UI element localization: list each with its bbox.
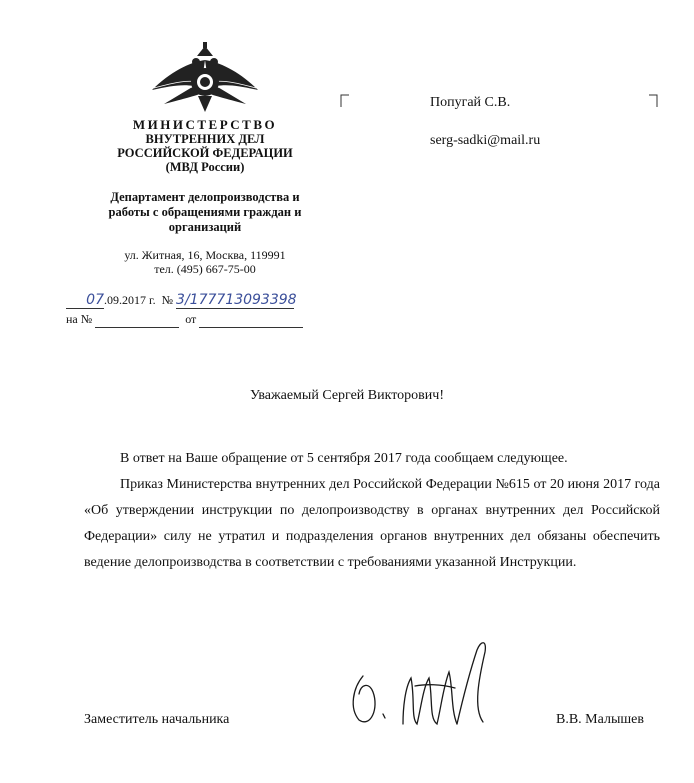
department-line-2: работы с обращениями граждан и bbox=[108, 205, 302, 219]
department-line-1: Департамент делопроизводства и bbox=[110, 190, 300, 204]
number-label: № bbox=[161, 293, 174, 307]
registration-line bbox=[66, 292, 297, 309]
paragraph-2: Приказ Министерства внутренних дел Российской Федерации №615 от 20 июня 2017 года «Об утверждении инструкции по делопроизводству в органах внутренних дел Российской Федерации» силу не утратил и подразделения органов внутренних дел обязаны обеспечить ведение делопроизводства в соответствии с требованиями указанной Инструкции. bbox=[84, 477, 660, 570]
signatory-name: В.В. Малышев bbox=[556, 712, 644, 727]
bracket-right-icon bbox=[648, 94, 658, 108]
recipient-email: serg-sadki@mail.ru bbox=[430, 133, 541, 148]
from-label: от bbox=[185, 312, 197, 326]
ministry-line-3: РОССИЙСКОЙ ФЕДЕРАЦИИ bbox=[117, 146, 293, 160]
signatory-position: Заместитель начальника bbox=[84, 712, 230, 727]
handwritten-number: 3/177713093398 bbox=[176, 292, 297, 308]
paragraph-1: В ответ на Ваше обращение от 5 сентября 2017 года сообщаем следующее. bbox=[120, 451, 568, 466]
ref-label: на № bbox=[66, 312, 93, 326]
handwritten-day: 07 bbox=[86, 292, 104, 308]
ministry-name bbox=[80, 118, 330, 174]
mvd-emblem-icon bbox=[150, 42, 260, 114]
ministry-line-4: (МВД России) bbox=[165, 160, 245, 174]
ministry-line-2: ВНУТРЕННИХ ДЕЛ bbox=[145, 132, 265, 146]
bracket-left-icon bbox=[340, 94, 350, 108]
phone-line: тел. (495) 667-75-00 bbox=[154, 262, 256, 276]
ministry-line-1: МИНИСТЕРСТВО bbox=[132, 117, 278, 132]
address-line: ул. Житная, 16, Москва, 119991 bbox=[124, 248, 286, 262]
department-line-3: организаций bbox=[168, 220, 242, 234]
greeting: Уважаемый Сергей Викторович! bbox=[249, 388, 444, 403]
address-block bbox=[80, 248, 330, 276]
letter-body bbox=[84, 446, 660, 576]
reference-line bbox=[66, 312, 303, 328]
printed-date: .09.2017 г. bbox=[104, 293, 156, 307]
department-name bbox=[70, 190, 340, 235]
recipient-name: Попугай С.В. bbox=[430, 95, 511, 110]
handwritten-signature bbox=[345, 628, 505, 738]
